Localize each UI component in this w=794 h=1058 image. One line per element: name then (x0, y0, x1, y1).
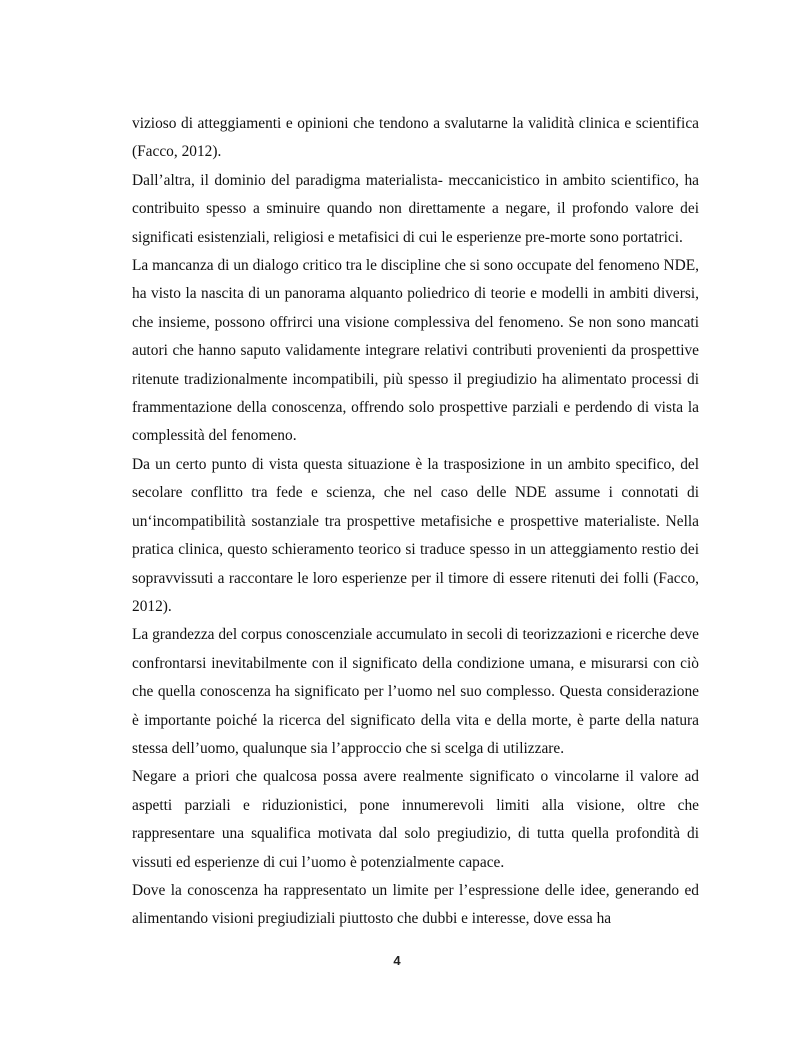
paragraph: La grandezza del corpus conoscenziale accumulato in secoli di teorizzazioni e ricerche deve confrontarsi inevitabilmente con il significato della condizione umana, e misurarsi con ciò che quella conoscenza ha significato per l’uomo nel suo complesso. Questa considerazione è importante poiché la ricerca del significato della vita e della morte, è parte della natura stessa dell’uomo, qualunque sia l’approccio che si scelga di utilizzare. (132, 626, 699, 757)
paragraph: Dove la conoscenza ha rappresentato un limite per l’espressione delle idee, generando ed alimentando visioni pregiudiziali piuttosto che dubbi e interesse, dove essa ha (132, 881, 699, 928)
page-number: 4 (393, 953, 401, 968)
paragraph: Dall’altra, il dominio del paradigma materialista- meccanicistico in ambito scientifico, ha contribuito spesso a sminuire quando non direttamente a negare, il profondo valore dei significati esistenziali, religiosi e metafisici di cui le esperienze pre-morte sono portatrici. (132, 171, 699, 246)
paragraph: Da un certo punto di vista questa situazione è la trasposizione in un ambito specifico, del secolare conflitto tra fede e scienza, che nel caso delle NDE assume i connotati di un‘incompatibilità sostanziale tra prospettive metafisiche e prospettive materialiste. Nella pratica clinica, questo schieramento teorico si traduce spesso in un atteggiamento restio dei sopravvissuti a raccontare le loro esperienze per il timore di essere ritenuti dei folli (Facco, 2012). (132, 455, 699, 615)
paragraph: vizioso di atteggiamenti e opinioni che tendono a svalutarne la validità clinica e scientifica (Facco, 2012). (132, 115, 699, 161)
page-body (132, 110, 699, 934)
paragraph: La mancanza di un dialogo critico tra le discipline che si sono occupate del fenomeno NDE, ha visto la nascita di un panorama alquanto poliedrico di teorie e modelli in ambiti diversi, che insieme, possono offrirci una visione complessiva del fenomeno. Se non sono mancati autori che hanno saputo validamente integrare relativi contributi provenienti da prospettive ritenute tradizionalmente incompatibili, più spesso il pregiudizio ha alimentato processi di frammentazione della conoscenza, offrendo solo prospettive parziali e perdendo di vista la complessità del fenomeno. (132, 257, 699, 445)
paragraph: Negare a priori che qualcosa possa avere realmente significato o vincolarne il valore ad aspetti parziali e riduzionistici, pone innumerevoli limiti alla visione, oltre che rappresentare una squalifica motivata dal solo pregiudizio, di tutta quella profondità di vissuti ed esperienze di cui l’uomo è potenzialmente capace. (132, 768, 699, 871)
